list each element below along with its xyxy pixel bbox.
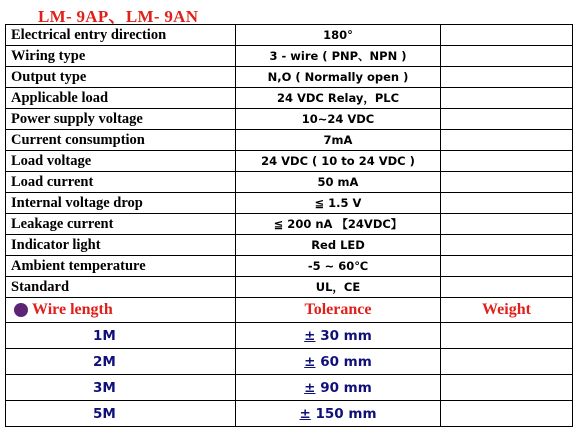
plus-minus-sign: ± (299, 405, 311, 422)
spec-value: 180° (236, 25, 441, 46)
spec-row-standard (6, 277, 573, 298)
spec-row-applicable-load (6, 88, 573, 109)
wire-row (6, 401, 573, 427)
spec-label: Load current (6, 172, 236, 193)
spec-value: 50 mA (236, 172, 441, 193)
spec-extra-cell (441, 25, 573, 46)
spec-extra-cell (441, 172, 573, 193)
spec-extra-cell (441, 277, 573, 298)
spec-row-ambient-temperature (6, 256, 573, 277)
bullet-dot-icon (14, 303, 28, 317)
spec-row-output-type (6, 67, 573, 88)
wire-length-header (6, 298, 236, 323)
wire-weight (441, 349, 573, 375)
plus-minus-sign: ± (304, 353, 316, 370)
wire-row (6, 323, 573, 349)
spec-label: Power supply voltage (6, 109, 236, 130)
plus-minus-sign: ± (304, 327, 316, 344)
wire-row (6, 349, 573, 375)
spec-row-current-consumption (6, 130, 573, 151)
spec-value: N,O ( Normally open ) (236, 67, 441, 88)
spec-row-wiring-type (6, 46, 573, 67)
tolerance-value: 30 mm (320, 327, 372, 344)
spec-label: Wiring type (6, 46, 236, 67)
weight-header: Weight (441, 298, 573, 323)
spec-value: ≦ 200 nA 【24VDC】 (236, 214, 441, 235)
spec-value: -5 ~ 60℃ (236, 256, 441, 277)
spec-extra-cell (441, 67, 573, 88)
tolerance-header: Tolerance (236, 298, 441, 323)
spec-extra-cell (441, 235, 573, 256)
spec-extra-cell (441, 88, 573, 109)
wire-weight (441, 375, 573, 401)
spec-extra-cell (441, 214, 573, 235)
spec-label: Current consumption (6, 130, 236, 151)
wire-length: 3M (6, 375, 236, 401)
model-title: LM- 9AP、LM- 9AN (38, 7, 199, 26)
spec-value: 10~24 VDC (236, 109, 441, 130)
spec-label: Ambient temperature (6, 256, 236, 277)
spec-label: Output type (6, 67, 236, 88)
tolerance-value: 60 mm (320, 353, 372, 370)
spec-extra-cell (441, 130, 573, 151)
wire-table-header (6, 298, 573, 323)
spec-extra-cell (441, 193, 573, 214)
wire-length-header-label: Wire length (32, 301, 113, 318)
spec-value: Red LED (236, 235, 441, 256)
spec-row-load-current (6, 172, 573, 193)
spec-label: Electrical entry direction (6, 25, 236, 46)
spec-row-power-supply-voltage (6, 109, 573, 130)
wire-tolerance (236, 401, 441, 427)
wire-length: 2M (6, 349, 236, 375)
wire-tolerance (236, 349, 441, 375)
wire-length: 5M (6, 401, 236, 427)
wire-weight (441, 401, 573, 427)
spec-row-indicator-light (6, 235, 573, 256)
spec-row-leakage-current (6, 214, 573, 235)
spec-label: Leakage current (6, 214, 236, 235)
spec-value: 7mA (236, 130, 441, 151)
spec-value: UL，CE (236, 277, 441, 298)
spec-extra-cell (441, 256, 573, 277)
wire-tolerance (236, 375, 441, 401)
spec-label: Indicator light (6, 235, 236, 256)
spec-row-load-voltage (6, 151, 573, 172)
spec-row-electrical-entry (6, 25, 573, 46)
spec-value: ≦ 1.5 V (236, 193, 441, 214)
spec-label: Standard (6, 277, 236, 298)
plus-minus-sign: ± (304, 379, 316, 396)
spec-extra-cell (441, 109, 573, 130)
wire-weight (441, 323, 573, 349)
spec-table (5, 24, 573, 427)
wire-tolerance (236, 323, 441, 349)
spec-value: 24 VDC ( 10 to 24 VDC ) (236, 151, 441, 172)
tolerance-value: 150 mm (315, 405, 377, 422)
spec-extra-cell (441, 151, 573, 172)
spec-row-internal-voltage-drop (6, 193, 573, 214)
spec-value: 24 VDC Relay，PLC (236, 88, 441, 109)
wire-row (6, 375, 573, 401)
tolerance-value: 90 mm (320, 379, 372, 396)
spec-label: Load voltage (6, 151, 236, 172)
spec-extra-cell (441, 46, 573, 67)
wire-length: 1M (6, 323, 236, 349)
spec-label: Applicable load (6, 88, 236, 109)
spec-label: Internal voltage drop (6, 193, 236, 214)
spec-value: 3 - wire ( PNP、NPN ) (236, 46, 441, 67)
